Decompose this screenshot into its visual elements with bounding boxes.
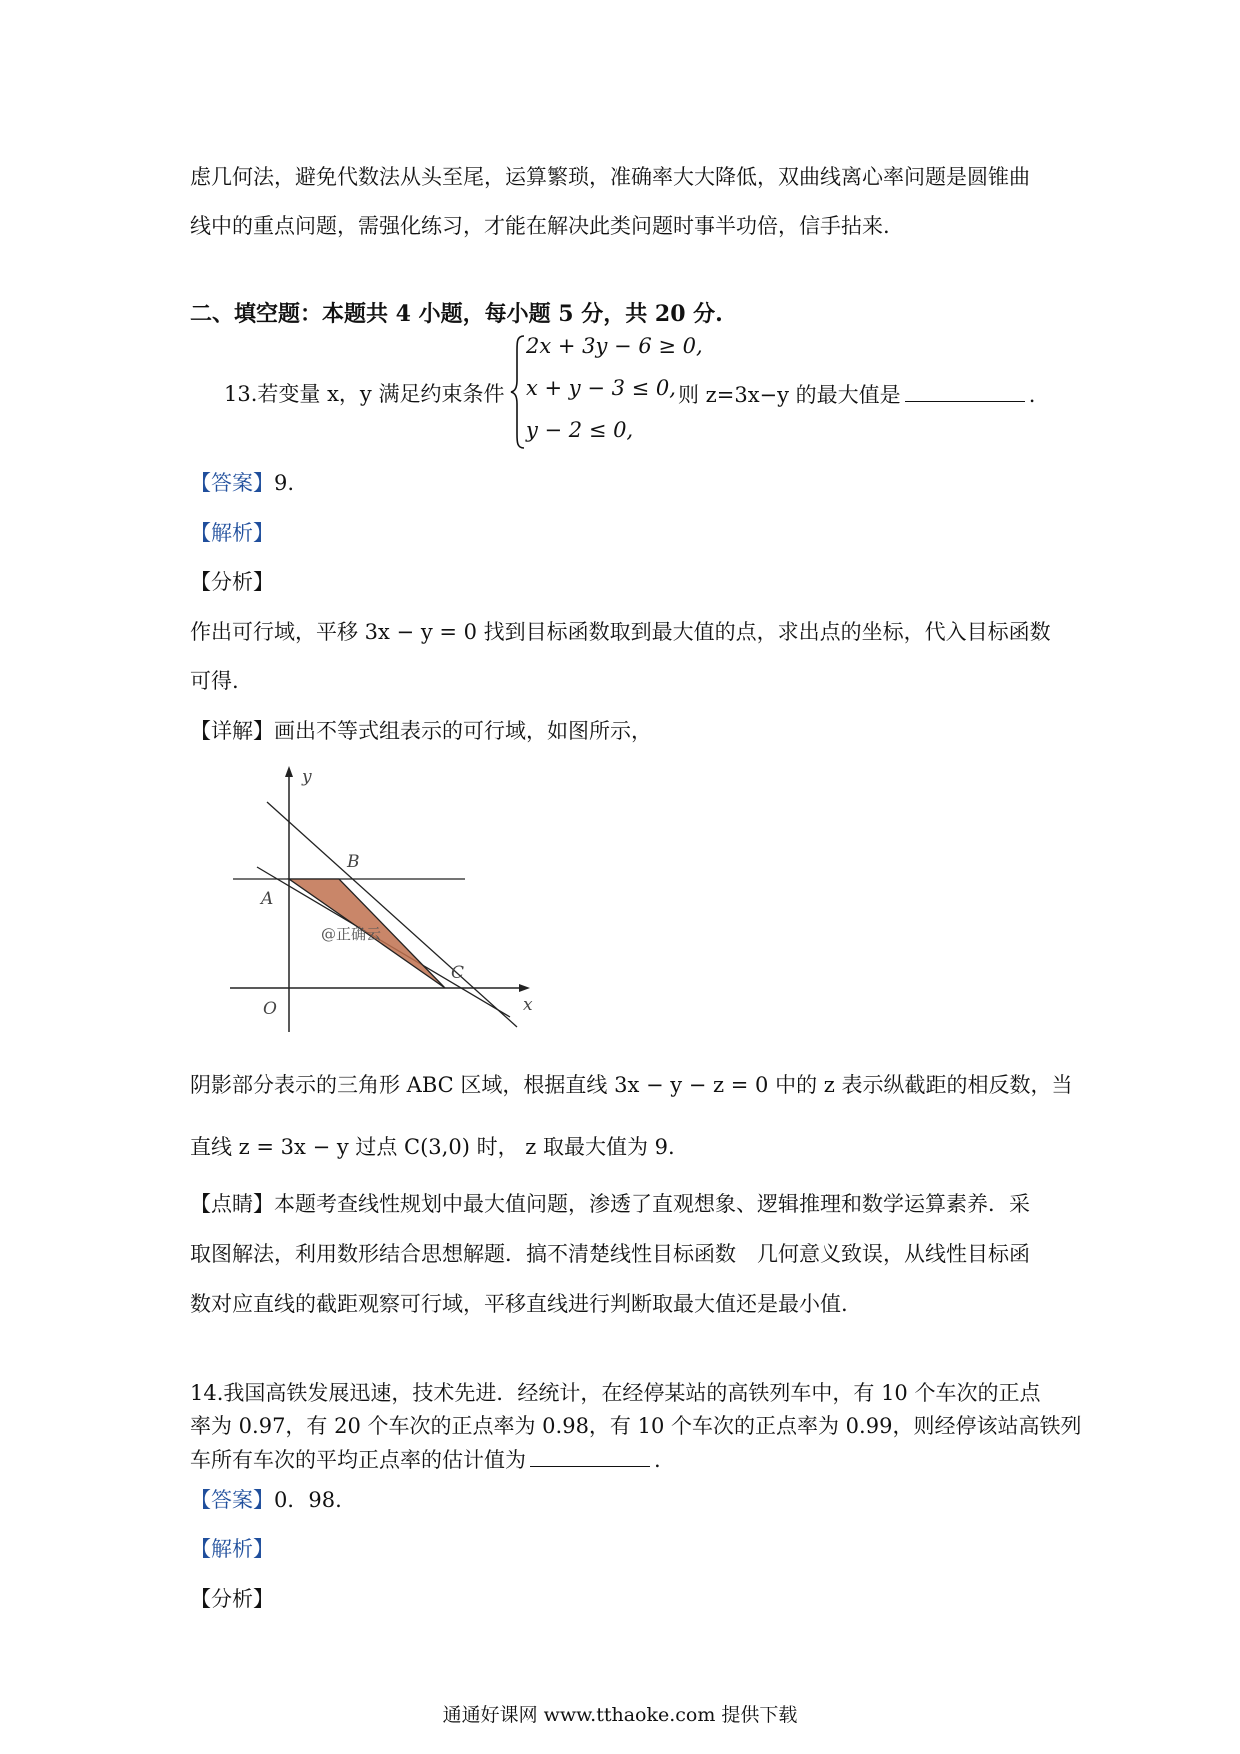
constraint-1: 2x + 3y − 6 ≥ 0, [526, 334, 703, 358]
xiangjie-line [190, 716, 1060, 746]
origin-label: O [263, 999, 277, 1019]
q14-fenxi-tag: 【分析】 [190, 1587, 274, 1611]
q14-line-3-text: 车所有车次的平均正点率的估计值为 [190, 1448, 526, 1472]
q14-line-1: 14.我国高铁发展迅速，技术先进．经统计，在经停某站的高铁列车中，有 10 个车次的正点 [190, 1381, 1041, 1405]
answer-tag: 【答案】 [190, 471, 274, 495]
footer: 通通好课网 www.tthaoke.com 提供下载 [442, 1704, 798, 1726]
q14-line-3 [190, 1444, 1060, 1475]
q13-answer-line [190, 468, 1060, 498]
constraint-3: y − 2 ≤ 0, [526, 418, 634, 442]
q14-jiexi-tag: 【解析】 [190, 1537, 274, 1561]
after-figure-line-2: 直线 z = 3x − y 过点 C(3,0) 时， z 取最大值为 9. [190, 1135, 675, 1159]
watermark: @正确云 [321, 925, 382, 943]
answer-blank [905, 379, 1025, 402]
constraint-2: x + y − 3 ≤ 0, [526, 376, 676, 400]
x-axis-arrow-icon [519, 984, 530, 992]
section-title: 二、填空题：本题共 4 小题，每小题 5 分，共 20 分. [190, 301, 723, 327]
xiangjie-text: 画出不等式组表示的可行域，如图所示， [274, 719, 652, 743]
dianjing-tag: 【点睛】 [190, 1192, 274, 1216]
y-axis-arrow-icon [285, 766, 293, 777]
fenxi-line-2: 可得. [190, 669, 239, 693]
q14-line-3-end: . [654, 1448, 661, 1472]
fenxi-tag: 【分析】 [190, 570, 274, 594]
dianjing-line-1 [190, 1189, 1060, 1219]
fenxi-line-1: 作出可行域，平移 3x − y = 0 找到目标函数取到最大值的点，求出点的坐标，代入目标函数 [190, 620, 1051, 644]
point-b-label: B [347, 852, 360, 872]
point-a-label: A [261, 889, 274, 909]
intro-line-1: 虑几何法，避免代数法从头至尾，运算繁琐，准确率大大降低，双曲线离心率问题是圆锥曲 [190, 165, 1030, 189]
xiangjie-tag: 【详解】 [190, 719, 274, 743]
q14-answer-blank [530, 1444, 650, 1467]
intro-line-2: 线中的重点问题，需强化练习，才能在解决此类问题时事半功倍，信手拈来. [190, 214, 890, 238]
q13-suffix-after: . [1028, 383, 1036, 407]
feasible-region-figure [225, 762, 545, 1042]
jiexi-tag: 【解析】 [190, 521, 274, 545]
q13-prefix: 13.若变量 x，y 满足约束条件 [224, 382, 505, 406]
point-c-label: C [451, 963, 465, 983]
left-brace-icon [510, 334, 526, 450]
q14-answer: 0．98. [274, 1488, 342, 1512]
x-axis-label: x [523, 995, 533, 1015]
after-figure-line-1: 阴影部分表示的三角形 ABC 区域，根据直线 3x − y − z = 0 中的 z 表示纵截距的相反数，当 [190, 1073, 1073, 1097]
q14-line-2: 率为 0.97，有 20 个车次的正点率为 0.98，有 10 个车次的正点率为 0.99，则经停该站高铁列 [190, 1414, 1082, 1438]
dianjing-line-3: 数对应直线的截距观察可行域，平移直线进行判断取最大值还是最小值. [190, 1292, 848, 1316]
line-x-plus-y-eq-3 [267, 802, 517, 1027]
q14-answer-tag: 【答案】 [190, 1488, 274, 1512]
dianjing-line-2: 取图解法，利用数形结合思想解题．搞不清楚线性目标函数 几何意义致误，从线性目标函 [190, 1242, 1030, 1266]
q13-suffix-before: 则 z=3x−y 的最大值是 [678, 383, 901, 407]
y-axis-label: y [302, 767, 312, 787]
dianjing-text-1: 本题考查线性规划中最大值问题，渗透了直观想象、逻辑推理和数学运算素养．采 [274, 1192, 1030, 1216]
q13-question-tail [678, 379, 1035, 410]
q13-answer: 9. [274, 471, 295, 495]
q14-answer-line [190, 1485, 1060, 1515]
